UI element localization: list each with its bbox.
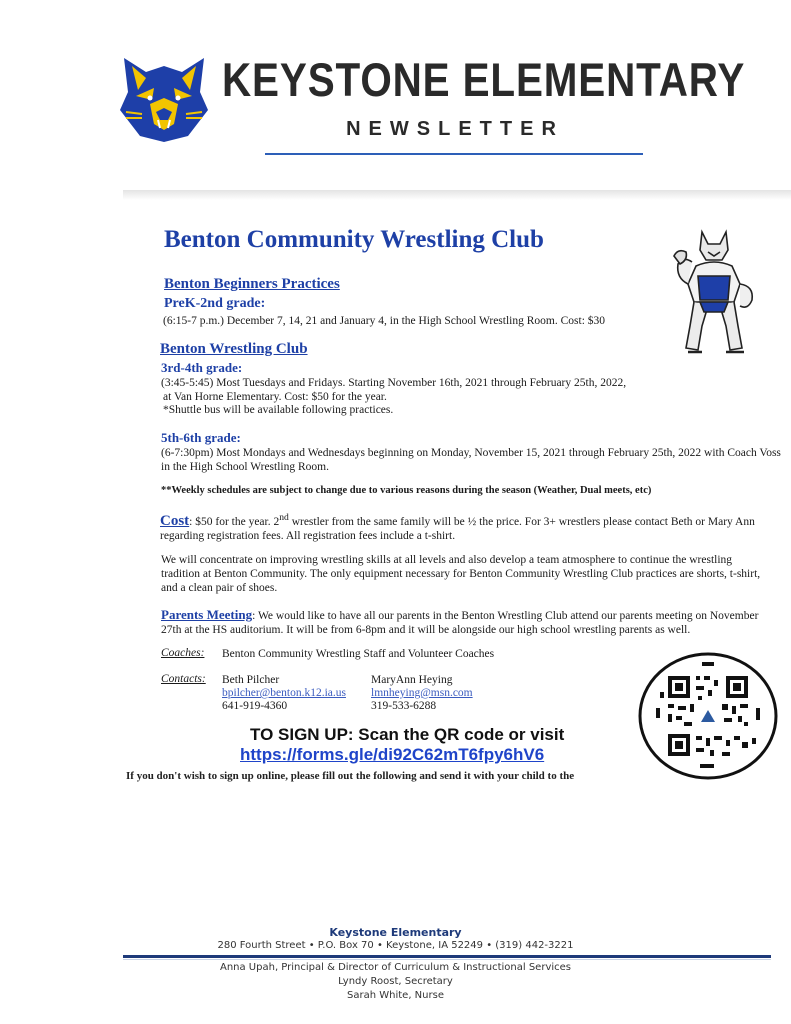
header-divider xyxy=(265,153,643,155)
cost-text: wrestler from the same family will be ½ the price. For 3+ wrestlers please contact Beth or Mary Ann regarding registration fees. All registration fees include a t-shirt. xyxy=(160,515,755,542)
grade-5-6-line: in the High School Wrestling Room. xyxy=(161,461,329,473)
coaches-label: Coaches: xyxy=(161,647,205,659)
grade-3-4-line: at Van Horne Elementary. Cost: $50 for the year. xyxy=(163,391,387,403)
wildcat-logo-icon xyxy=(116,52,212,142)
footer-school-name: Keystone Elementary xyxy=(329,926,462,939)
parents-meeting-paragraph xyxy=(161,608,773,637)
footer-divider xyxy=(123,955,771,958)
footer-principal: Anna Upah, Principal & Director of Curriculum & Instructional Services xyxy=(219,962,571,973)
contacts-label: Contacts: xyxy=(161,673,206,685)
contact-phone: 641-919-4360 xyxy=(222,700,288,712)
grade-5-6-label: 5th-6th grade: xyxy=(161,430,241,445)
prek-grade-label: PreK-2nd grade: xyxy=(164,296,266,311)
footer-nurse: Sarah White, Nurse xyxy=(347,990,444,1001)
flyer-top-edge xyxy=(123,190,791,200)
coaches-value: Benton Community Wrestling Staff and Volunteer Coaches xyxy=(222,648,495,660)
cost-paragraph xyxy=(160,511,770,543)
signup-instructions: TO SIGN UP: Scan the QR code or visit xyxy=(250,725,565,744)
cutoff-text-line xyxy=(126,770,626,784)
footer-address: 280 Fourth Street • P.O. Box 70 • Keystone, IA 52249 • (319) 442-3221 xyxy=(217,940,574,951)
cost-superscript: nd xyxy=(279,512,289,523)
cutoff-text: If you don't wish to sign up online, please fill out the following and send it with your child to the xyxy=(126,770,575,782)
grade-3-4-line: *Shuttle bus will be available following practices. xyxy=(163,404,394,416)
schedule-note: **Weekly schedules are subject to change due to various reasons during the season (Weather, Dual meets, etc) xyxy=(161,485,652,496)
flyer-title: Benton Community Wrestling Club xyxy=(164,226,544,253)
qr-code-icon[interactable] xyxy=(638,652,778,780)
focus-paragraph: We will concentrate on improving wrestling skills at all levels and also develop a team atmosphere to continue the wrestling tradition at Benton Community. The only equipment necessary for Benton Community Wrestling Club practices are shorts, t-shirt, and a clean pair of shoes. xyxy=(161,554,761,594)
prek-details: (6:15-7 p.m.) December 7, 14, 21 and January 4, in the High School Wrestling Room. Cost: $30 xyxy=(163,315,606,327)
beginners-heading: Benton Beginners Practices xyxy=(164,276,340,292)
contact-name: MaryAnn Heying xyxy=(371,674,453,686)
wrestling-wildcat-mascot-icon xyxy=(668,226,760,356)
school-title: KEYSTONE ELEMENTARY xyxy=(222,53,746,106)
contact-phone: 319-533-6288 xyxy=(371,700,437,712)
footer-divider-light xyxy=(123,959,771,960)
contact-email-link[interactable]: bpilcher@benton.k12.ia.us xyxy=(222,687,346,699)
cost-label: Cost xyxy=(160,512,190,529)
footer-secretary: Lyndy Roost, Secretary xyxy=(338,976,453,987)
newsletter-label: NEWSLETTER xyxy=(346,118,564,140)
grade-3-4-line: (3:45-5:45) Most Tuesdays and Fridays. Starting November 16th, 2021 through February 25th, 2022, xyxy=(161,377,627,389)
signup-link[interactable]: https://forms.gle/di92C62mT6fpy6hV6 xyxy=(240,745,545,764)
club-heading: Benton Wrestling Club xyxy=(160,341,308,357)
parents-meeting-text: : We would like to have all our parents in the Benton Wrestling Club attend our parents meeting on November 27th at the HS auditorium. It will be from 6-8pm and it will be alongside our high school wrestling parents as well. xyxy=(161,610,759,636)
contact-name: Beth Pilcher xyxy=(222,674,280,686)
cost-text: : $50 for the year. 2 xyxy=(189,515,280,528)
parents-meeting-label: Parents Meeting xyxy=(161,607,253,622)
contact-email-link[interactable]: lmnheying@msn.com xyxy=(371,687,473,699)
grade-3-4-label: 3rd-4th grade: xyxy=(161,360,243,375)
grade-5-6-line: (6-7:30pm) Most Mondays and Wednesdays beginning on Monday, November 15, 2021 through February 25th, 2022 with Coach Voss xyxy=(161,447,781,459)
